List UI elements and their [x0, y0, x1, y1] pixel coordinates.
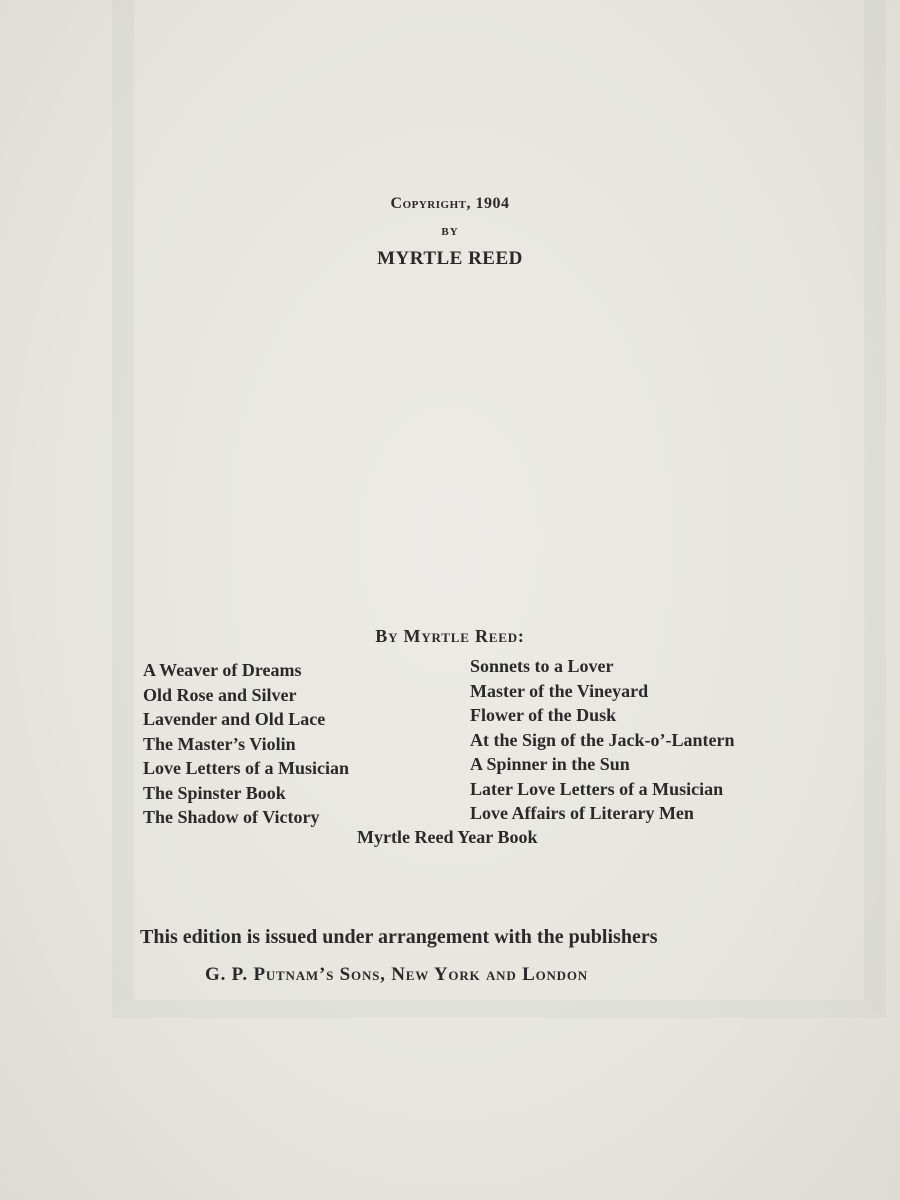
- publisher-line: G. P. Putnam’s Sons, New York and London: [205, 964, 588, 985]
- book-title: The Shadow of Victory: [143, 807, 320, 827]
- book-title: At the Sign of the Jack-o’-Lantern: [470, 729, 735, 750]
- book-title: A Weaver of Dreams: [143, 660, 302, 680]
- book-title: The Spinster Book: [143, 782, 286, 803]
- books-right-column: [470, 654, 734, 826]
- copyright-author: MYRTLE REED: [377, 248, 523, 269]
- book-title: Flower of the Dusk: [470, 705, 617, 725]
- books-heading: By Myrtle Reed:: [375, 626, 525, 646]
- book-title: Master of the Vineyard: [470, 680, 649, 701]
- book-title: Love Affairs of Literary Men: [470, 803, 694, 823]
- book-title: Love Letters of a Musician: [143, 758, 349, 778]
- books-left-column: [143, 658, 349, 830]
- book-title: Sonnets to a Lover: [470, 656, 614, 676]
- book-title: Old Rose and Silver: [143, 684, 297, 705]
- book-title-yearbook: Myrtle Reed Year Book: [357, 827, 538, 847]
- show-through-border: [112, 0, 886, 1018]
- book-title: Later Love Letters of a Musician: [470, 778, 724, 799]
- copyright-line: Copyright, 1904: [390, 195, 510, 212]
- edition-note: This edition is issued under arrangement with the publishers: [140, 926, 658, 948]
- book-title: A Spinner in the Sun: [470, 754, 630, 774]
- copyright-by: BY: [441, 226, 459, 238]
- book-title: Lavender and Old Lace: [143, 709, 326, 729]
- book-title: The Master’s Violin: [143, 733, 296, 754]
